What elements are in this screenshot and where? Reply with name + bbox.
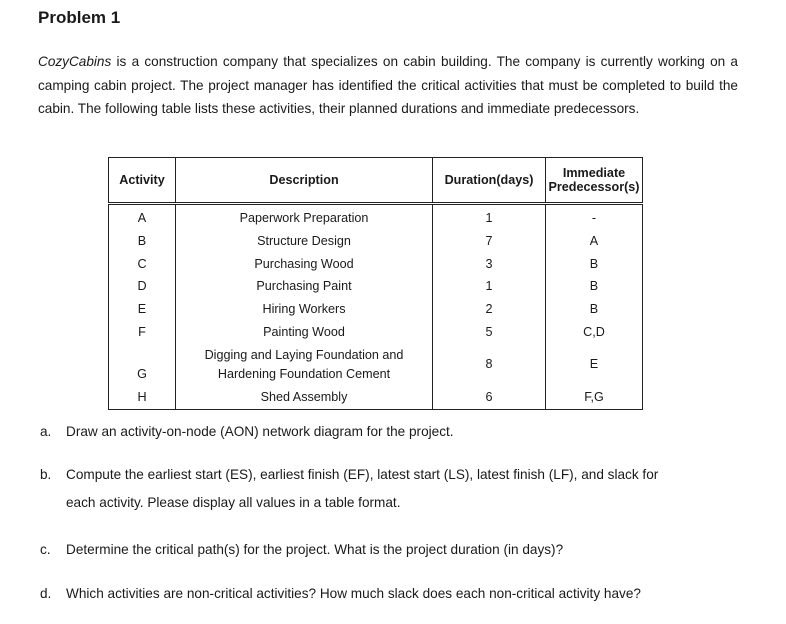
- cell-description: Paperwork Preparation: [176, 204, 433, 230]
- company-name: CozyCabins: [38, 54, 112, 69]
- header-activity: Activity: [109, 158, 176, 204]
- cell-predecessors: -: [546, 204, 643, 230]
- cell-activity: E: [109, 298, 176, 321]
- cell-description-line1: Digging and Laying Foundation and: [204, 347, 404, 362]
- cell-duration: 7: [433, 230, 546, 253]
- cell-activity: D: [109, 275, 176, 298]
- cell-duration: 3: [433, 253, 546, 276]
- question-c: [40, 536, 760, 564]
- cell-predecessors: F,G: [546, 386, 643, 409]
- table-row: [109, 321, 643, 344]
- question-text-line1: Compute the earliest start (ES), earliest finish (EF), latest start (LS), latest finish (LF), and slack for: [66, 467, 659, 482]
- question-text: Determine the critical path(s) for the project. What is the project duration (in days)?: [66, 542, 564, 557]
- cell-description-line2: Hardening Foundation Cement: [217, 366, 391, 381]
- question-text: [66, 461, 746, 517]
- question-label: d.: [40, 586, 52, 601]
- cell-activity: F: [109, 321, 176, 344]
- cell-description: Hiring Workers: [176, 298, 433, 321]
- cell-predecessors: B: [546, 253, 643, 276]
- header-duration: Duration(days): [433, 158, 546, 204]
- cell-description: Painting Wood: [176, 321, 433, 344]
- question-b: [40, 461, 760, 510]
- header-pred-line1: Immediate: [562, 166, 626, 180]
- table-row: [109, 275, 643, 298]
- question-text: Draw an activity-on-node (AON) network diagram for the project.: [66, 424, 454, 439]
- question-d: [40, 580, 760, 608]
- activities-table: [108, 157, 643, 410]
- cell-duration: 1: [433, 204, 546, 230]
- cell-description: Purchasing Paint: [176, 275, 433, 298]
- header-description: Description: [176, 158, 433, 204]
- problem-title: Problem 1: [38, 8, 121, 27]
- question-text: Which activities are non-critical activities? How much slack does each non-critical activity have?: [66, 586, 641, 601]
- cell-description: Shed Assembly: [176, 386, 433, 409]
- cell-duration: 5: [433, 321, 546, 344]
- table-header-row: [109, 158, 643, 204]
- table-row: [109, 204, 643, 230]
- cell-predecessors: C,D: [546, 321, 643, 344]
- cell-predecessors: A: [546, 230, 643, 253]
- intro-text: is a construction company that specializes on cabin building. The company is currently working on a camping cabin project. The project manager has identified the critical activities that must be completed to build the cabin. The following table lists these activities, their planned durations and immediate predecessors.: [38, 54, 738, 116]
- table-row: [109, 344, 643, 386]
- question-a: [40, 418, 760, 446]
- cell-duration: 1: [433, 275, 546, 298]
- table-row: [109, 386, 643, 409]
- cell-activity: C: [109, 253, 176, 276]
- table-row: [109, 253, 643, 276]
- cell-activity: G: [109, 344, 176, 386]
- cell-duration: 2: [433, 298, 546, 321]
- cell-activity: B: [109, 230, 176, 253]
- cell-predecessors: B: [546, 298, 643, 321]
- cell-duration: 6: [433, 386, 546, 409]
- cell-description: Purchasing Wood: [176, 253, 433, 276]
- intro-paragraph: [38, 50, 738, 121]
- question-text-line2: each activity. Please display all values in a table format.: [66, 495, 401, 510]
- table-row: [109, 230, 643, 253]
- header-predecessors: [546, 158, 643, 204]
- question-label: a.: [40, 424, 52, 439]
- question-label: c.: [40, 542, 51, 557]
- header-pred-line2: Predecessor(s): [548, 180, 640, 194]
- table-row: [109, 298, 643, 321]
- cell-predecessors: E: [546, 344, 643, 386]
- cell-description: Structure Design: [176, 230, 433, 253]
- question-label: b.: [40, 467, 52, 482]
- cell-duration: 8: [433, 344, 546, 386]
- cell-predecessors: B: [546, 275, 643, 298]
- cell-description: [176, 344, 433, 386]
- cell-activity: H: [109, 386, 176, 409]
- cell-activity: A: [109, 204, 176, 230]
